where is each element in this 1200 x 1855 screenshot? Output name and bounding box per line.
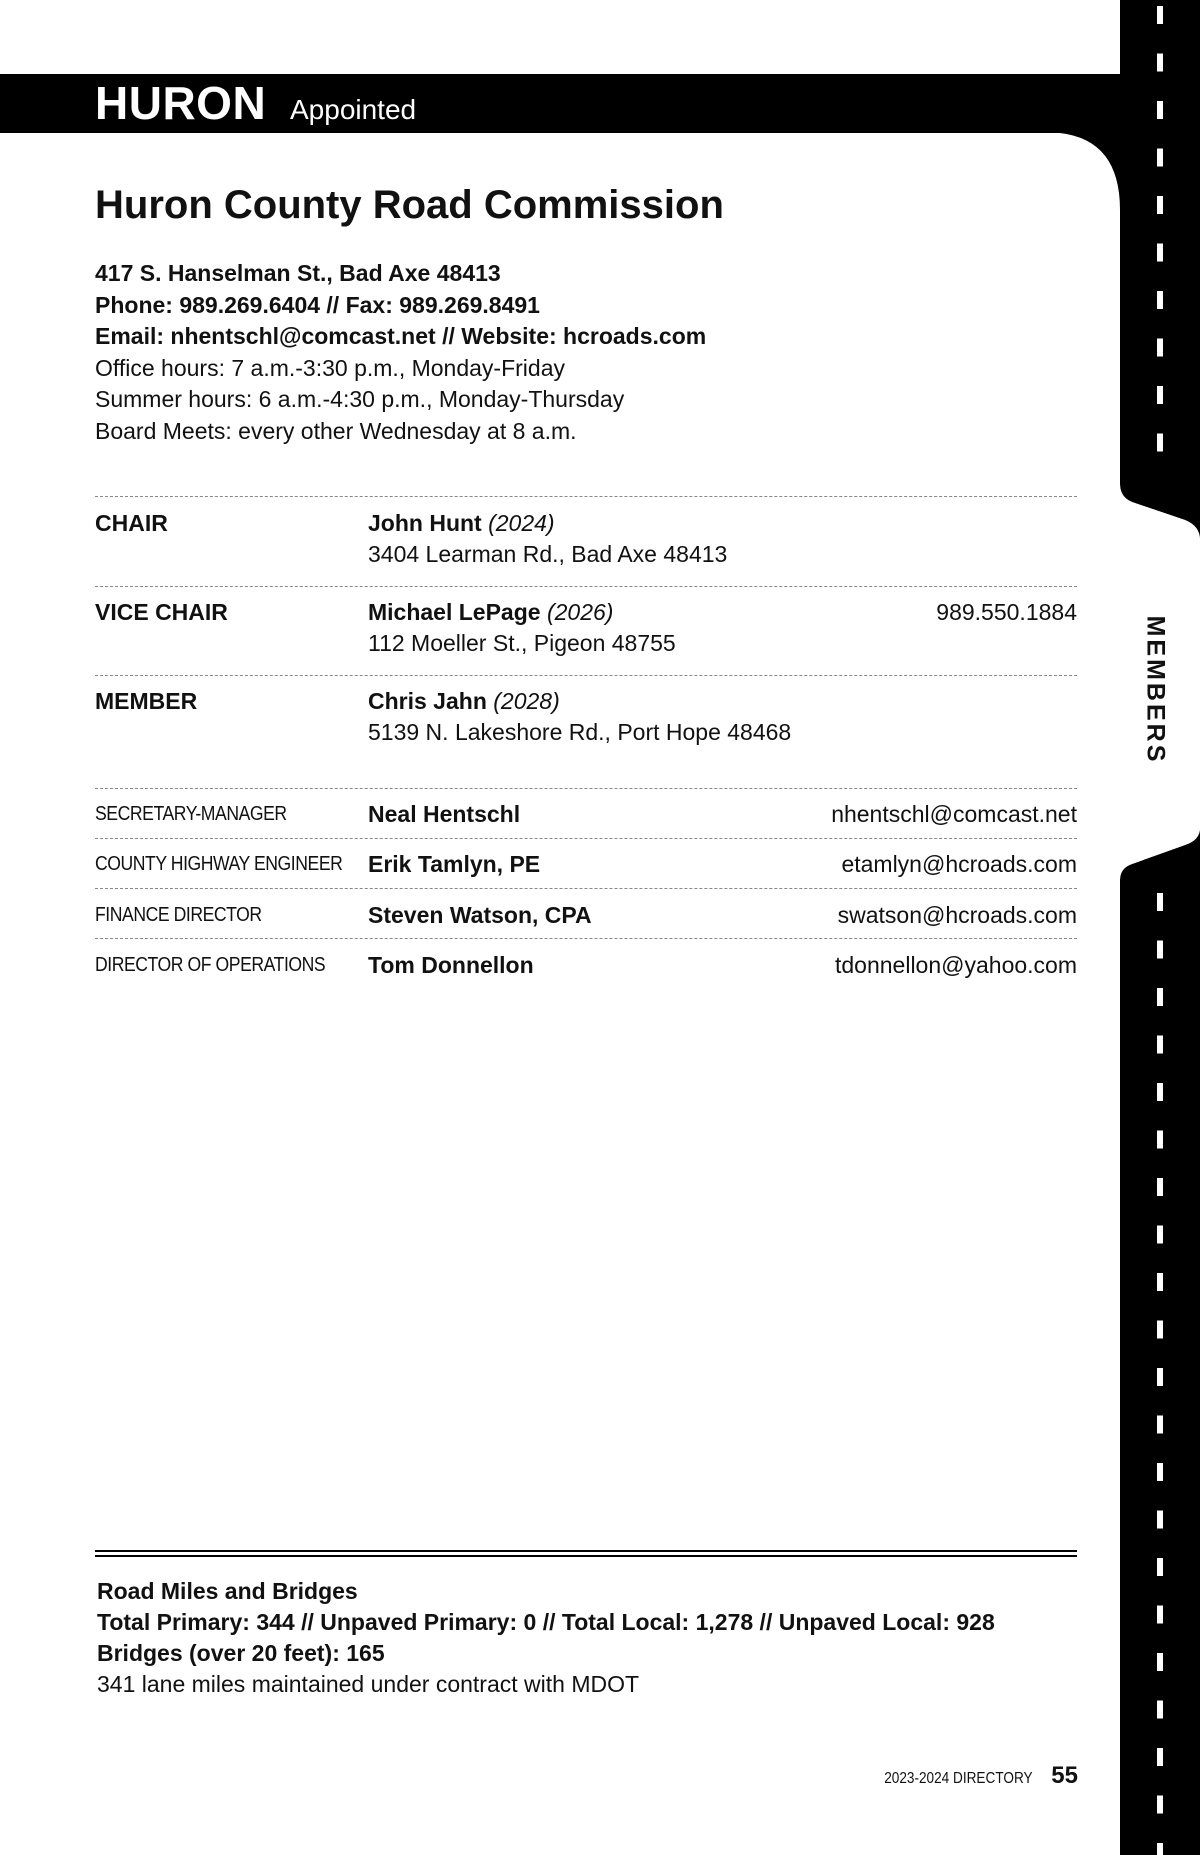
divider (95, 838, 1077, 839)
summer-hours: Summer hours: 6 a.m.-4:30 p.m., Monday-Thursday (95, 386, 625, 412)
double-rule (95, 1550, 1077, 1557)
divider (95, 888, 1077, 889)
lane-mark (1157, 54, 1163, 72)
staff-email-link[interactable]: swatson@hcroads.com (837, 902, 1077, 928)
page-footer (858, 1762, 1078, 1790)
lane-mark (1157, 1416, 1163, 1434)
staff-email-link[interactable]: nhentschl@comcast.net (831, 801, 1077, 827)
board-term: (2026) (546, 599, 614, 625)
staff-name: Steven Watson, CPA (368, 902, 592, 928)
board-phone: 989.550.1884 (936, 599, 1077, 625)
divider (95, 938, 1077, 939)
agency-title: Huron County Road Commission (95, 183, 724, 227)
lane-mark (1157, 1368, 1163, 1386)
road-bridges: Bridges (over 20 feet): 165 (97, 1640, 385, 1666)
staff-name: Erik Tamlyn, PE (368, 851, 541, 877)
lane-mark (1157, 1558, 1163, 1576)
lane-mark (1157, 1178, 1163, 1196)
members-tab-label[interactable]: MEMBERS (1141, 615, 1170, 765)
divider (95, 675, 1077, 676)
staff-name: Tom Donnellon (368, 952, 534, 978)
divider (95, 586, 1077, 587)
lane-mark (1157, 6, 1163, 24)
road-note: 341 lane miles maintained under contract with MDOT (97, 1671, 640, 1697)
lane-mark (1157, 893, 1163, 911)
lane-mark (1157, 244, 1163, 262)
lane-mark (1157, 434, 1163, 452)
board-name: Michael LePage (368, 599, 541, 625)
board-term: (2024) (488, 510, 555, 536)
lane-mark (1157, 386, 1163, 404)
road-miles-section (97, 1576, 995, 1700)
lane-mark (1157, 1463, 1163, 1481)
agency-email-web: Email: nhentschl@comcast.net // Website: hcroads.com (95, 323, 707, 349)
divider (95, 496, 1077, 497)
staff-name: Neal Hentschl (368, 801, 521, 827)
board-role: CHAIR (95, 510, 168, 536)
lane-mark (1157, 196, 1163, 214)
staff-email-link[interactable]: etamlyn@hcroads.com (841, 851, 1077, 877)
lane-mark (1157, 339, 1163, 357)
lane-mark (1157, 1843, 1163, 1855)
board-meets: Board Meets: every other Wednesday at 8 a.m. (95, 417, 577, 444)
divider (95, 788, 1077, 789)
lane-mark (1157, 1321, 1163, 1339)
lane-mark (1157, 1653, 1163, 1671)
road-heading: Road Miles and Bridges (97, 1578, 358, 1604)
agency-contact (95, 258, 706, 447)
lane-mark (1157, 1273, 1163, 1291)
lane-mark (1157, 941, 1163, 959)
board-role: VICE CHAIR (95, 599, 228, 625)
county-type: Appointed (290, 94, 417, 125)
board-role: MEMBER (95, 688, 198, 714)
agency-phone-fax: Phone: 989.269.6404 // Fax: 989.269.8491 (95, 291, 540, 318)
staff-role: SECRETARY-MANAGER (95, 803, 287, 825)
footer-directory: 2023-2024 DIRECTORY (884, 1770, 1033, 1787)
agency-address: 417 S. Hanselman St., Bad Axe 48413 (95, 260, 501, 286)
office-hours: Office hours: 7 a.m.-3:30 p.m., Monday-Friday (95, 354, 565, 381)
staff-role: DIRECTOR OF OPERATIONS (95, 954, 326, 976)
page-number: 55 (1051, 1762, 1078, 1789)
lane-mark (1157, 988, 1163, 1006)
board-address: 3404 Learman Rd., Bad Axe 48413 (368, 541, 728, 567)
lane-mark (1157, 1131, 1163, 1149)
county-name: HURON (95, 77, 267, 129)
board-term: (2028) (493, 688, 560, 714)
lane-mark (1157, 149, 1163, 167)
lane-mark (1157, 101, 1163, 119)
board-name: John Hunt (368, 510, 482, 536)
staff-email-link[interactable]: tdonnellon@yahoo.com (834, 952, 1077, 978)
road-totals: Total Primary: 344 // Unpaved Primary: 0 // Total Local: 1,278 // Unpaved Local: 928 (97, 1609, 995, 1635)
lane-mark (1157, 1511, 1163, 1529)
board-address: 112 Moeller St., Pigeon 48755 (368, 630, 676, 656)
lane-mark (1157, 1606, 1163, 1624)
lane-mark (1157, 1036, 1163, 1054)
lane-mark (1157, 1796, 1163, 1814)
board-address: 5139 N. Lakeshore Rd., Port Hope 48468 (368, 719, 792, 745)
lane-mark (1157, 1748, 1163, 1766)
lane-mark (1157, 1083, 1163, 1101)
lane-mark (1157, 1701, 1163, 1719)
county-header (0, 74, 1120, 133)
staff-role: FINANCE DIRECTOR (95, 904, 262, 926)
lane-mark (1157, 1226, 1163, 1244)
staff-role: COUNTY HIGHWAY ENGINEER (95, 853, 343, 875)
board-name: Chris Jahn (368, 688, 487, 714)
lane-mark (1157, 291, 1163, 309)
